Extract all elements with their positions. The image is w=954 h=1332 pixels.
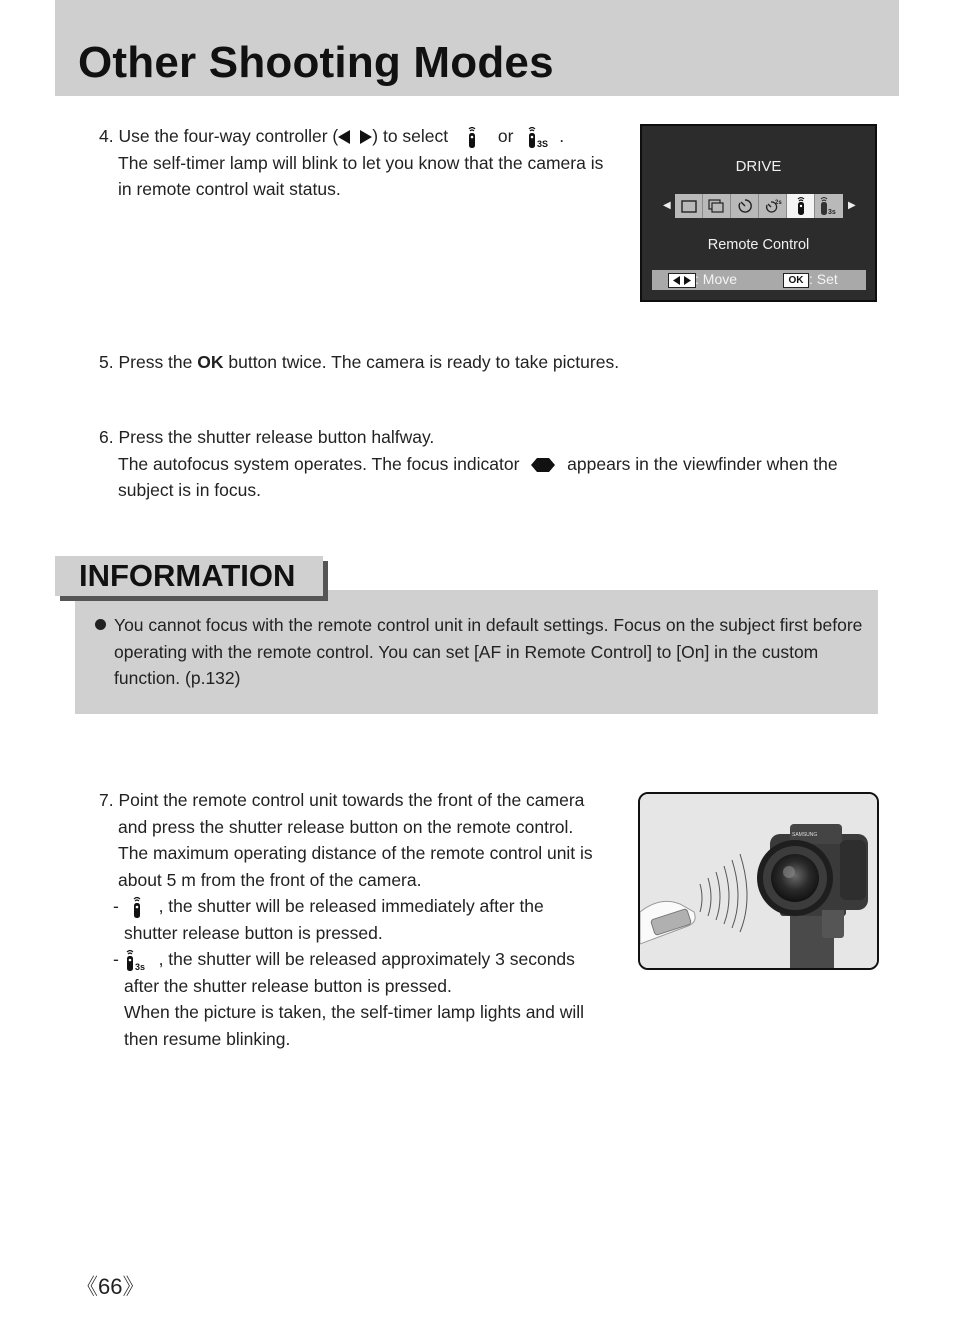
- step6-text: subject is in focus.: [118, 480, 261, 500]
- step4-text: .: [559, 126, 565, 146]
- ok-key: OK: [783, 273, 809, 288]
- step-7: [99, 787, 593, 1052]
- page-number: 《66》: [76, 1274, 145, 1299]
- step6-text: The autofocus system operates. The focus indicator: [118, 453, 520, 474]
- self-timer-2s-label: 2s: [774, 200, 782, 206]
- step7-text: , the shutter will be released immediately after the: [158, 896, 544, 916]
- remote-3s-icon: [526, 125, 554, 149]
- step4-text: in remote control wait status.: [118, 179, 341, 199]
- page-header: [55, 0, 899, 96]
- continuous-shooting-icon: [703, 194, 731, 218]
- information-line: operating with the remote control. You can set [AF in Remote Control] to [On] in the custom: [114, 641, 819, 662]
- svg-text:3S: 3S: [537, 139, 549, 150]
- step7-dash: -: [113, 896, 119, 916]
- step7-text: about 5 m from the front of the camera.: [118, 869, 422, 890]
- camera-lcd-drive-menu: [640, 124, 877, 302]
- bullet-icon: [95, 619, 106, 630]
- camera-and-remote-image: [640, 794, 877, 968]
- step-6: [99, 424, 838, 504]
- step4-text: The self-timer lamp will blink to let you know that the camera is: [118, 152, 604, 173]
- step7-text: and press the shutter release button on the remote control.: [118, 816, 574, 837]
- remote-3s-lcd-icon: [815, 194, 842, 218]
- step5-text: button twice. The camera is ready to take pictures.: [223, 352, 620, 372]
- lcd-mode-label: Remote Control: [707, 237, 810, 253]
- step7-text: , the shutter will be released approximately 3 seconds: [158, 949, 575, 969]
- step7-text: The maximum operating distance of the remote control unit is: [118, 843, 593, 863]
- lcd-left-arrow-icon: ◀: [663, 200, 671, 211]
- drive-mode-strip: [675, 194, 843, 218]
- step-4: [99, 123, 603, 203]
- step7-text: then resume blinking.: [124, 1028, 291, 1049]
- focus-indicator-icon: [528, 457, 558, 473]
- information-text: [114, 612, 862, 692]
- information-heading: INFORMATION: [79, 558, 296, 593]
- step4-text: 4. Use the four-way controller (: [99, 126, 339, 146]
- self-timer-icon: [731, 194, 759, 218]
- information-line: function. (p.132): [114, 668, 241, 688]
- information-tab: [55, 556, 323, 596]
- information-line: You cannot focus with the remote control unit in default settings. Focus on the subject first before: [114, 615, 863, 635]
- step7-dash: -: [113, 949, 119, 969]
- step7-text: When the picture is taken, the self-timer lamp lights and will: [124, 1002, 585, 1022]
- step-5: [99, 349, 619, 376]
- step6-text: 6. Press the shutter release button halfway.: [99, 427, 435, 447]
- step5-text: 5. Press the: [99, 352, 198, 372]
- remote-icon: [459, 125, 485, 149]
- remote-3s-label: 3s: [827, 209, 836, 216]
- step7-text: after the shutter release button is pressed.: [124, 975, 452, 996]
- lcd-right-arrow-icon: ▶: [848, 200, 856, 211]
- single-frame-icon: [675, 194, 703, 218]
- lcd-move-label: : Move: [695, 271, 738, 287]
- self-timer-2s-icon: [759, 194, 787, 218]
- step6-text: appears in the viewfinder when the: [567, 453, 838, 474]
- remote-3s-icon: [124, 948, 154, 972]
- remote-icon: [124, 895, 154, 919]
- remote-3s-label: 3s: [134, 962, 145, 973]
- left-right-arrows-icon: [338, 130, 372, 144]
- remote-control-illustration: [638, 792, 879, 970]
- camera-brand-text: SAMSUNG: [792, 832, 818, 838]
- lcd-title: DRIVE: [735, 158, 782, 175]
- ok-label: OK: [197, 352, 224, 372]
- step4-text: or: [497, 126, 514, 146]
- step7-text: shutter release button is pressed.: [124, 922, 383, 943]
- page-title: Other Shooting Modes: [78, 38, 554, 87]
- step7-text: 7. Point the remote control unit towards the front of the camera: [99, 790, 585, 810]
- left-right-key-icon: [668, 273, 696, 288]
- lcd-set-label: : Set: [809, 271, 838, 287]
- lcd-footer: [652, 270, 866, 290]
- remote-selected-icon: [787, 194, 815, 218]
- step4-text: ) to select: [372, 126, 449, 146]
